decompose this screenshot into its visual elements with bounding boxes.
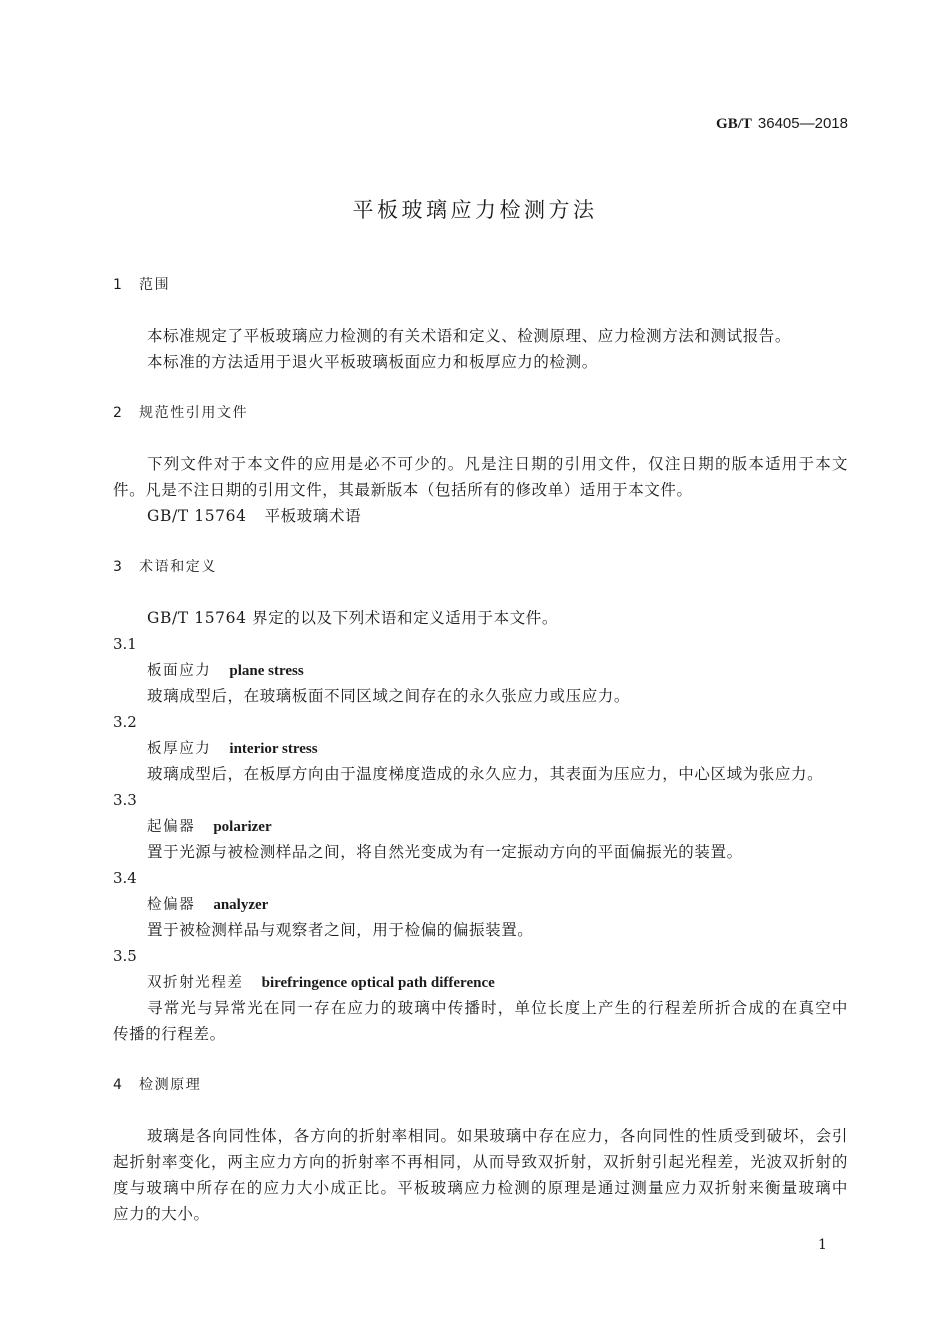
principle-line: 应力的大小。 [113,1205,210,1223]
term-definition: 玻璃成型后，在板厚方向由于温度梯度造成的永久应力，其表面为压应力，中心区域为张应力。 [147,765,824,783]
section-title: 术语和定义 [139,559,217,575]
term-definition: 置于被检测样品与观察者之间，用于检偏的偏振装置。 [147,921,534,939]
section-heading-terms [113,554,848,580]
section-title: 范围 [139,277,171,293]
term-number: 3.1 [113,635,137,653]
document-body [113,272,848,1227]
standard-code-number: 36405—2018 [757,115,848,132]
principle-line: 度与玻璃中所存在的应力大小成正比。平板玻璃应力检测的原理是通过测量应力双折射来衡量玻璃中 [113,1179,848,1197]
term-number: 3.5 [113,947,137,965]
principle-line: 玻璃是各向同性体，各方向的折射率相同。如果玻璃中存在应力，各向同性的性质受到破坏，会引 [147,1127,848,1145]
principle-line: 起折射率变化，两主应力方向的折射率不再相同，从而导致双折射，双折射引起光程差，光波双折射的 [113,1153,848,1171]
section-number: 4 [113,1077,122,1093]
reference-code: GB/T 15764 [147,507,247,525]
term-heading [113,735,848,761]
term-english: polarizer [213,819,272,835]
section-heading-principle [113,1072,848,1098]
term-english: analyzer [213,897,269,913]
references-intro-line: 件。凡是不注日期的引用文件，其最新版本（包括所有的修改单）适用于本文件。 [113,481,693,499]
reference-item [113,503,848,529]
document-title: 平板玻璃应力检测方法 [352,198,598,222]
term-chinese: 板厚应力 [147,741,212,757]
standard-code-prefix: GB/T [716,116,752,132]
term-number: 3.2 [113,713,137,731]
term-chinese: 检偏器 [147,897,196,913]
references-intro-line: 下列文件对于本文件的应用是必不可少的。凡是注日期的引用文件，仅注日期的版本适用于本文 [147,455,848,473]
standard-code [716,113,848,134]
term-heading [113,891,848,917]
section-heading-normative-references [113,400,848,426]
term-definition: 玻璃成型后，在玻璃板面不同区域之间存在的永久张应力或压应力。 [147,687,631,705]
section-heading-scope [113,272,848,298]
term-chinese: 双折射光程差 [147,975,244,991]
term-english: plane stress [229,663,304,679]
term-definition: 置于光源与被检测样品之间，将自然光变成为有一定振动方向的平面偏振光的装置。 [147,843,743,861]
page-number: 1 [818,1237,827,1253]
scope-paragraph-1: 本标准规定了平板玻璃应力检测的有关术语和定义、检测原理、应力检测方法和测试报告。 [147,327,792,345]
section-number: 2 [113,405,122,421]
term-heading [113,657,848,683]
section-number: 1 [113,277,122,293]
term-chinese: 板面应力 [147,663,212,679]
term-number: 3.4 [113,869,137,887]
terms-intro: GB/T 15764 界定的以及下列术语和定义适用于本文件。 [147,609,558,627]
section-title: 检测原理 [139,1077,202,1093]
term-heading [113,969,848,995]
term-heading [113,813,848,839]
term-english: interior stress [229,741,318,757]
reference-title: 平板玻璃术语 [264,507,362,525]
term-english: birefringence optical path difference [261,975,495,991]
term-chinese: 起偏器 [147,819,196,835]
scope-paragraph-2: 本标准的方法适用于退火平板玻璃板面应力和板厚应力的检测。 [147,353,598,371]
term-definition: 传播的行程差。 [113,1025,226,1043]
section-number: 3 [113,559,122,575]
term-definition: 寻常光与异常光在同一存在应力的玻璃中传播时，单位长度上产生的行程差所折合成的在真空中 [147,999,848,1017]
section-title: 规范性引用文件 [139,405,249,421]
term-number: 3.3 [113,791,137,809]
